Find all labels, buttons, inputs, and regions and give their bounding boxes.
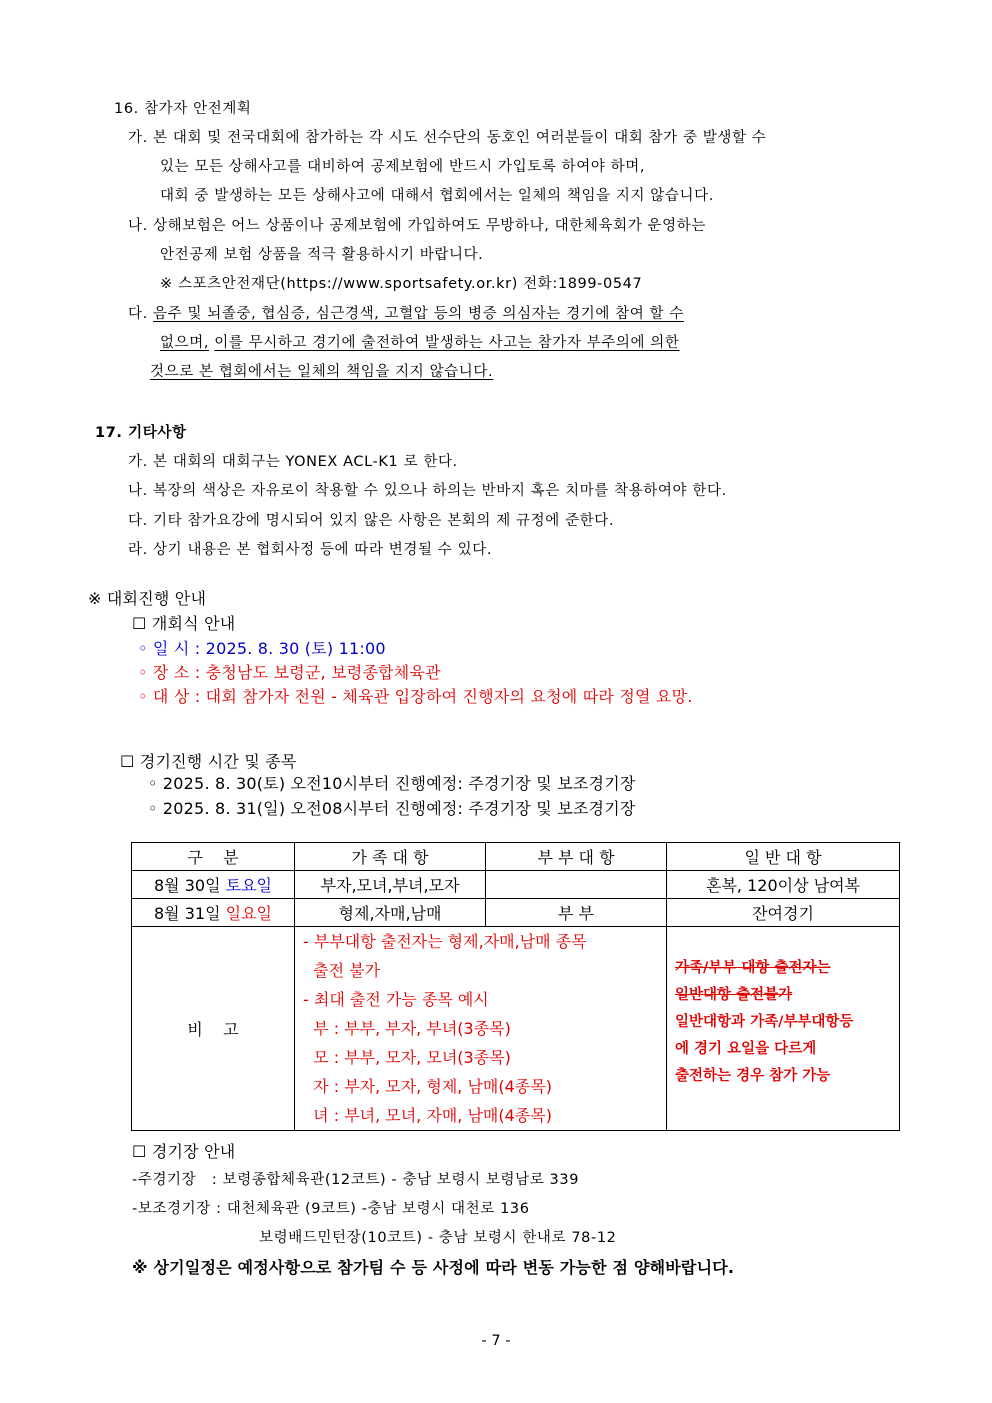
notes-row [132, 927, 900, 1131]
section-16-item-da-line1 [128, 302, 684, 323]
opening-ceremony-heading: ☐ 개회식 안내 [132, 614, 236, 633]
section-16-item-na-line3: ※ 스포츠안전재단(https://www.sportsafety.or.kr) 전화:1899-0547 [160, 276, 643, 292]
underlined-text: 것으로 본 협회에서는 일체의 책임을 지지 않습니다. [150, 364, 494, 380]
opening-location: ◦ 장 소 : 충청남도 보령군, 보령종합체육관 [138, 663, 441, 682]
note-line: 출전하는 경우 참가 가능 [675, 1068, 831, 1084]
venues-heading: ☐ 경기장 안내 [132, 1142, 236, 1161]
notes-left-cell [295, 927, 667, 1131]
note-line: - 최대 출전 가능 종목 예시 [303, 990, 489, 1009]
underlined-text: 이를 무시하고 경기에 출전하여 발생하는 사고는 참가자 부주의에 의한 [214, 335, 680, 351]
item-prefix: 다. [128, 306, 154, 322]
section-16-item-ga-line2: 있는 모든 상해사고를 대비하여 공제보험에 반드시 가입토록 하여야 하며, [160, 159, 646, 175]
header-category: 구 분 [132, 843, 295, 871]
row-family: 형제,자매,남매 [295, 899, 486, 927]
weekday-sunday: 일요일 [225, 904, 272, 923]
note-line: 에 경기 요일을 다르게 [675, 1041, 817, 1057]
notes-right-cell [667, 927, 900, 1131]
section-17-item-ga: 가. 본 대회의 대회구는 YONEX ACL-K1 로 한다. [128, 454, 458, 470]
games-heading: ☐ 경기진행 시간 및 종목 [120, 752, 297, 771]
header-couple: 부 부 대 항 [486, 843, 667, 871]
table-header-row [132, 843, 900, 871]
header-family: 가 족 대 항 [295, 843, 486, 871]
note-line: 자 : 부자, 모자, 형제, 남매(4종목) [303, 1077, 552, 1096]
row-date [132, 871, 295, 899]
section-16-item-ga-line1: 가. 본 대회 및 전국대회에 참가하는 각 시도 선수단의 동호인 여러분들이 대회 참가 중 발생할 수 [128, 130, 767, 146]
date-text: 8월 31일 [154, 904, 226, 923]
struck-note-line: 가족/부부 대항 출전자는 [675, 960, 831, 976]
note-line: 일반대항과 가족/부부대항등 [675, 1014, 854, 1030]
games-day1: ◦ 2025. 8. 30(토) 오전10시부터 진행예정: 주경기장 및 보조경기장 [148, 774, 636, 793]
venue-sub: -보조경기장 : 대천체육관 (9코트) -충남 보령시 대천로 136 [132, 1201, 530, 1217]
opening-target: ◦ 대 상 : 대회 참가자 전원 - 체육관 입장하여 진행자의 요청에 따라 정열 요망. [138, 687, 693, 706]
section-17-item-ra: 라. 상기 내용은 본 협회사정 등에 따라 변경될 수 있다. [128, 542, 493, 558]
notes-label: 비 고 [132, 927, 295, 1131]
section-16-item-na-line1: 나. 상해보험은 어느 상품이나 공제보험에 가입하여도 무방하나, 대한체육회가 운영하는 [128, 218, 706, 234]
weekday-saturday: 토요일 [225, 876, 272, 895]
section-16-item-da-line2 [160, 331, 680, 352]
row-couple: 부 부 [486, 899, 667, 927]
section-16-item-da-line3 [150, 360, 493, 381]
date-text: 8월 30일 [154, 876, 226, 895]
header-general: 일 반 대 항 [667, 843, 900, 871]
opening-date: ◦ 일 시 : 2025. 8. 30 (토) 11:00 [138, 639, 386, 658]
table-row [132, 899, 900, 927]
underlined-text: 음주 및 뇌졸중, 협심증, 심근경색, 고혈압 등의 병증 의심자는 경기에 참여 할 수 [153, 306, 684, 322]
page-number: - 7 - [481, 1333, 511, 1349]
row-couple [486, 871, 667, 899]
section-17-item-da: 다. 기타 참가요강에 명시되어 있지 않은 사항은 본회의 제 규정에 준한다. [128, 513, 615, 529]
note-line: 모 : 부부, 모자, 모녀(3종목) [303, 1048, 511, 1067]
note-line: 녀 : 부녀, 모녀, 자매, 남매(4종목) [303, 1106, 552, 1125]
section-17-item-na: 나. 복장의 색상은 자유로이 착용할 수 있으나 하의는 반바지 혹은 치마를 착용하여야 한다. [128, 483, 727, 499]
section-16-item-na-line2: 안전공제 보험 상품을 적극 활용하시기 바랍니다. [160, 247, 484, 263]
section-17-heading: 17. 기타사항 [95, 425, 187, 441]
row-date [132, 899, 295, 927]
row-family: 부자,모녀,부녀,모자 [295, 871, 486, 899]
section-16-heading: 16. 참가자 안전계획 [114, 101, 252, 117]
venue-sub2: 보령배드민턴장(10코트) - 충남 보령시 한내로 78-12 [259, 1230, 617, 1246]
underlined-text: 없으며, [160, 335, 210, 351]
table-row [132, 871, 900, 899]
games-day2: ◦ 2025. 8. 31(일) 오전08시부터 진행예정: 주경기장 및 보조경기장 [148, 799, 636, 818]
progress-heading: ※ 대회진행 안내 [88, 589, 207, 608]
note-line: - 부부대항 출전자는 형제,자매,남매 종목 [303, 932, 587, 951]
row-general: 잔여경기 [667, 899, 900, 927]
note-line: 부 : 부부, 부자, 부녀(3종목) [303, 1019, 511, 1038]
schedule-table [131, 842, 900, 1131]
venue-main: -주경기장 : 보령종합체육관(12코트) - 충남 보령시 보령남로 339 [132, 1172, 580, 1188]
note-line: 출전 불가 [303, 961, 381, 980]
struck-note-line: 일반대항 출전불가 [675, 987, 793, 1003]
row-general: 혼복, 120이상 남여복 [667, 871, 900, 899]
schedule-notice: ※ 상기일정은 예정사항으로 참가팀 수 등 사정에 따라 변동 가능한 점 양해바랍니다. [132, 1258, 735, 1277]
section-16-item-ga-line3: 대회 중 발생하는 모든 상해사고에 대해서 협회에서는 일체의 책임을 지지 않습니다. [160, 188, 714, 204]
